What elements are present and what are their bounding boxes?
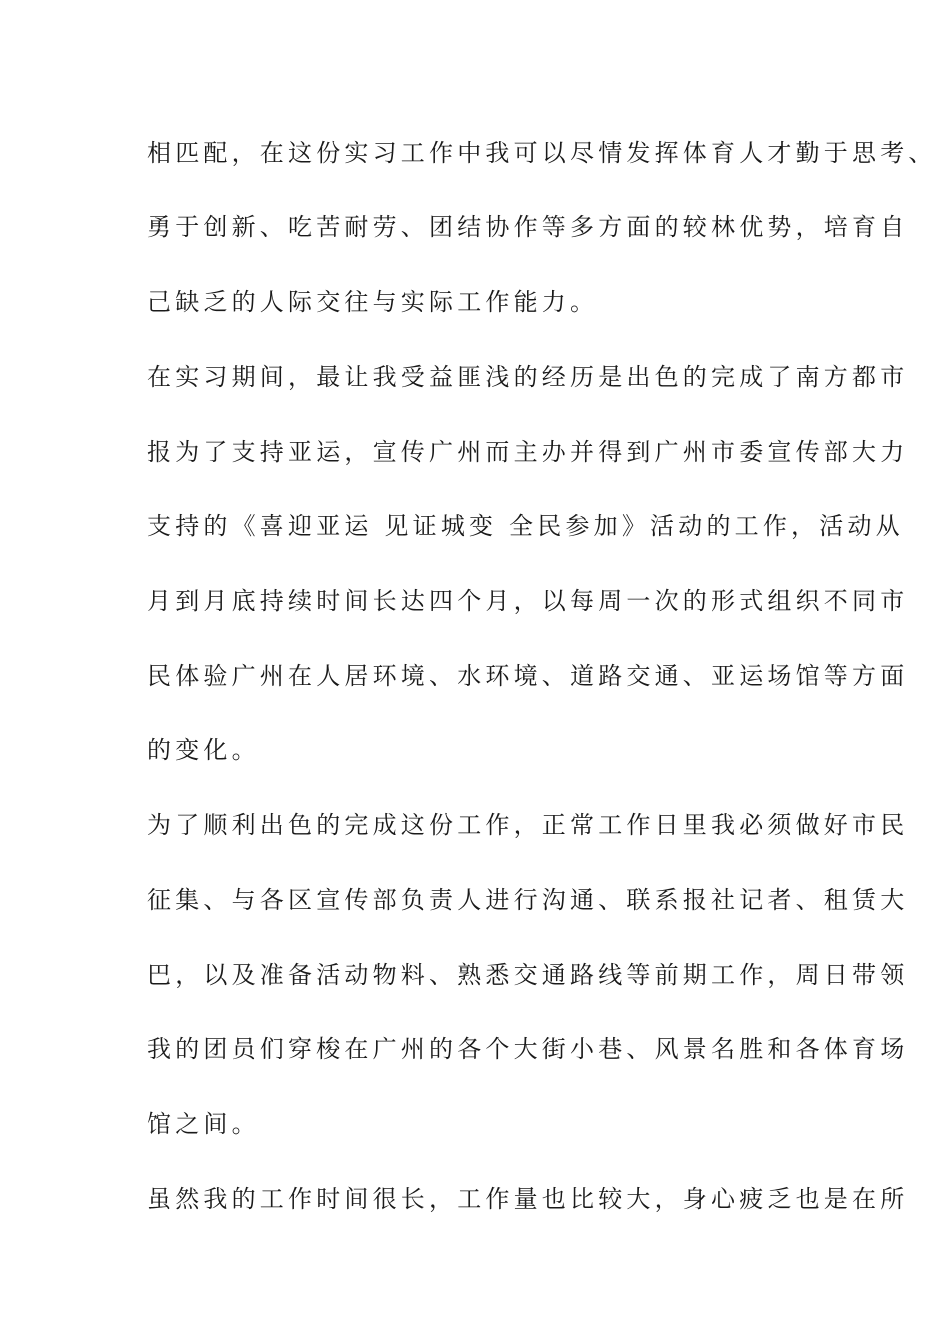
text-line: 勇于创新、吃苦耐劳、团结协作等多方面的较林优势，培育自	[147, 213, 909, 241]
text-line: 为了顺利出色的完成这份工作，正常工作日里我必须做好市民	[147, 811, 909, 839]
text-line: 支持的《喜迎亚运 见证城变 全民参加》活动的工作，活动从	[147, 512, 904, 540]
text-line: 征集、与各区宣传部负责人进行沟通、联系报社记者、租赁大	[147, 886, 909, 914]
text-line: 我的团员们穿梭在广州的各个大街小巷、风景名胜和各体育场	[147, 1035, 909, 1063]
text-line: 月到月底持续时间长达四个月，以每周一次的形式组织不同市	[147, 587, 909, 615]
text-line: 虽然我的工作时间很长，工作量也比较大，身心疲乏也是在所	[147, 1185, 909, 1213]
text-line: 相匹配，在这份实习工作中我可以尽情发挥体育人才勤于思考、	[147, 139, 937, 167]
text-line: 在实习期间，最让我受益匪浅的经历是出色的完成了南方都市	[147, 363, 909, 391]
text-line: 报为了支持亚运，宣传广州而主办并得到广州市委宣传部大力	[147, 438, 909, 466]
text-line: 巴，以及准备活动物料、熟悉交通路线等前期工作，周日带领	[147, 961, 909, 989]
text-line: 民体验广州在人居环境、水环境、道路交通、亚运场馆等方面	[147, 662, 909, 690]
text-line: 己缺乏的人际交往与实际工作能力。	[147, 288, 599, 316]
text-line: 的变化。	[147, 736, 260, 764]
text-line: 馆之间。	[147, 1110, 260, 1138]
